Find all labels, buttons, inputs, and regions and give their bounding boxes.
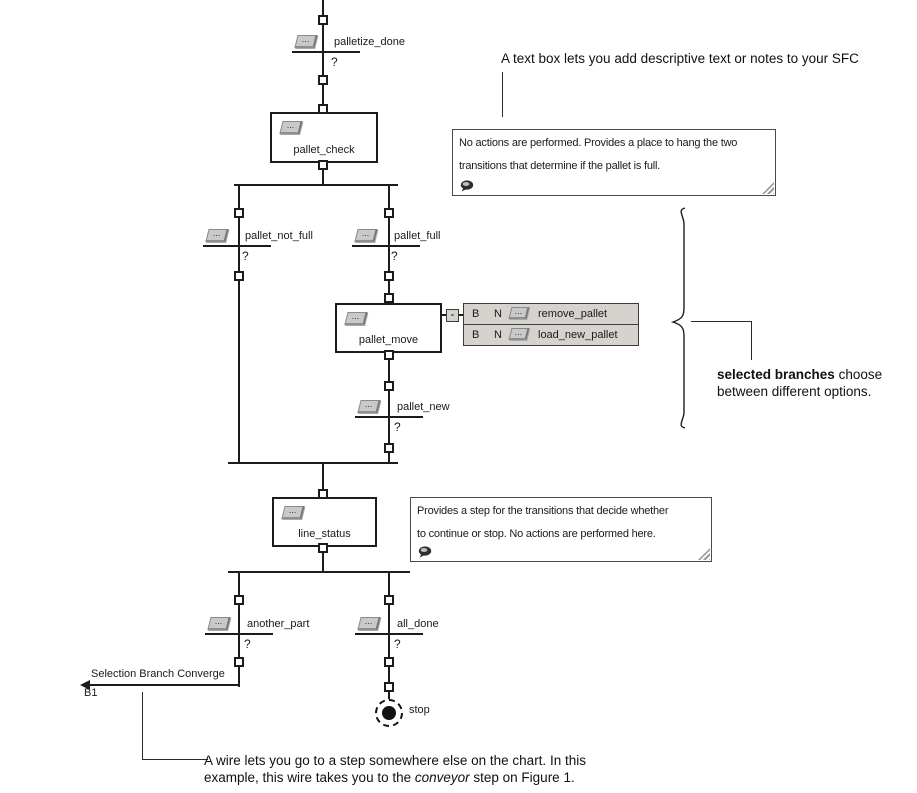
caption-text: between different options. bbox=[717, 383, 872, 399]
selection-handle[interactable] bbox=[318, 489, 328, 499]
transition-name[interactable]: another_part bbox=[247, 618, 310, 630]
wire-left-branch-1 bbox=[238, 184, 240, 464]
action-indicator[interactable]: N bbox=[494, 329, 502, 341]
action-qualifier[interactable]: B bbox=[472, 329, 480, 341]
action-name[interactable]: load_new_pallet bbox=[538, 329, 618, 341]
selection-handle[interactable] bbox=[384, 350, 394, 360]
transition-pallet-full[interactable] bbox=[352, 229, 482, 275]
selection-handle[interactable] bbox=[318, 75, 328, 85]
transition-condition: ? bbox=[331, 55, 338, 69]
transition-another-part[interactable] bbox=[205, 617, 335, 663]
transition-expression-button[interactable]: ... bbox=[357, 400, 380, 413]
selection-handle[interactable] bbox=[234, 271, 244, 281]
selection-handle[interactable] bbox=[318, 543, 328, 553]
transition-all-done[interactable] bbox=[355, 617, 485, 663]
caption-text: A wire lets you go to a step somewhere else on the chart. In this bbox=[204, 753, 586, 768]
action-row-remove-pallet[interactable] bbox=[464, 304, 638, 324]
branch-converge-line-1 bbox=[228, 462, 398, 464]
selection-handle[interactable] bbox=[234, 657, 244, 667]
transition-expression-button[interactable]: ... bbox=[357, 617, 380, 630]
stop-element[interactable] bbox=[375, 699, 403, 727]
caption-bold-text: selected branches bbox=[717, 367, 835, 382]
selection-handle[interactable] bbox=[384, 657, 394, 667]
step-pallet-check[interactable] bbox=[270, 112, 378, 163]
stop-icon bbox=[382, 706, 396, 720]
caption-text bbox=[204, 770, 586, 787]
step-properties-button[interactable]: ... bbox=[344, 312, 367, 325]
branch-diverge-line-1 bbox=[234, 184, 398, 186]
sfc-textbox-pallet[interactable] bbox=[452, 129, 776, 196]
step-name[interactable]: pallet_move bbox=[358, 334, 419, 346]
selection-handle[interactable] bbox=[384, 208, 394, 218]
step-pallet-move[interactable] bbox=[335, 303, 442, 353]
selection-handle[interactable] bbox=[384, 271, 394, 281]
textbox-resize-handle[interactable] bbox=[698, 548, 710, 560]
sfc-textbox-line-status[interactable] bbox=[410, 497, 712, 562]
caption-wire bbox=[204, 753, 586, 786]
transition-name[interactable]: palletize_done bbox=[334, 36, 405, 48]
transition-name[interactable]: pallet_new bbox=[397, 401, 450, 413]
transition-bar bbox=[355, 633, 423, 635]
text-bubble-icon bbox=[460, 180, 474, 192]
step-name[interactable]: pallet_check bbox=[293, 144, 355, 156]
textbox-text-line: to continue or stop. No actions are performed here. bbox=[417, 528, 656, 540]
wire-goto-converge bbox=[86, 684, 240, 686]
selection-handle[interactable] bbox=[384, 381, 394, 391]
transition-name[interactable]: pallet_full bbox=[394, 230, 441, 242]
selection-handle[interactable] bbox=[318, 104, 328, 114]
curly-brace-icon bbox=[665, 200, 705, 435]
caption-text: step on Figure 1. bbox=[469, 769, 575, 785]
transition-condition: ? bbox=[394, 637, 401, 651]
transition-name[interactable]: all_done bbox=[397, 618, 439, 630]
action-indicator[interactable]: N bbox=[494, 308, 502, 320]
selection-handle[interactable] bbox=[384, 682, 394, 692]
action-row-load-new-pallet[interactable] bbox=[464, 324, 638, 345]
transition-bar bbox=[205, 633, 273, 635]
step-line-status[interactable] bbox=[272, 497, 377, 547]
transition-expression-button[interactable]: ... bbox=[207, 617, 230, 630]
transition-expression-button[interactable]: ... bbox=[205, 229, 228, 242]
step-properties-button[interactable]: ... bbox=[281, 506, 304, 519]
selection-handle[interactable] bbox=[234, 208, 244, 218]
selection-handle[interactable] bbox=[318, 15, 328, 25]
caption-text: example, this wire takes you to the bbox=[204, 769, 415, 785]
action-expression-button[interactable]: ... bbox=[509, 328, 530, 340]
transition-name[interactable]: pallet_not_full bbox=[245, 230, 313, 242]
selection-handle[interactable] bbox=[384, 595, 394, 605]
caption-italic-text: conveyor bbox=[414, 769, 470, 785]
leader-line-textbox-caption bbox=[502, 72, 503, 117]
branch-converge-label: Selection Branch Converge bbox=[91, 668, 225, 680]
textbox-text-line: Provides a step for the transitions that decide whether bbox=[417, 505, 669, 517]
stop-label: stop bbox=[409, 704, 430, 716]
transition-bar bbox=[292, 51, 360, 53]
transition-expression-button[interactable]: ... bbox=[294, 35, 317, 48]
transition-pallet-new[interactable] bbox=[355, 400, 485, 446]
transition-expression-button[interactable]: ... bbox=[354, 229, 377, 242]
selection-handle[interactable] bbox=[234, 595, 244, 605]
branch-diverge-line-2 bbox=[228, 571, 410, 573]
transition-pallet-not-full[interactable] bbox=[203, 229, 333, 275]
textbox-text-line: No actions are performed. Provides a place to hang the two bbox=[459, 137, 738, 149]
text-bubble-icon bbox=[418, 546, 432, 558]
caption-selected-branches bbox=[717, 367, 902, 400]
transition-condition: ? bbox=[242, 249, 249, 263]
leader-line-brace-vertical bbox=[751, 321, 752, 360]
action-block bbox=[463, 303, 639, 346]
transition-palletize-done[interactable] bbox=[292, 35, 422, 81]
selection-handle[interactable] bbox=[384, 293, 394, 303]
transition-condition: ? bbox=[391, 249, 398, 263]
textbox-resize-handle[interactable] bbox=[762, 182, 774, 194]
transition-bar bbox=[355, 416, 423, 418]
step-name[interactable]: line_status bbox=[298, 528, 351, 540]
step-properties-button[interactable]: ... bbox=[279, 121, 302, 134]
selection-handle[interactable] bbox=[384, 443, 394, 453]
action-name[interactable]: remove_pallet bbox=[538, 308, 608, 320]
textbox-text-line: transitions that determine if the pallet is full. bbox=[459, 160, 661, 172]
transition-bar bbox=[203, 245, 271, 247]
transition-condition: ? bbox=[244, 637, 251, 651]
selection-handle[interactable] bbox=[318, 160, 328, 170]
action-qualifier[interactable]: B bbox=[472, 308, 480, 320]
leader-line-wire-vertical bbox=[142, 692, 143, 760]
caption-textbox: A text box lets you add descriptive text or notes to your SFC bbox=[501, 51, 859, 66]
action-expression-button[interactable]: ... bbox=[509, 307, 530, 319]
leader-line-wire-horizontal bbox=[142, 759, 208, 760]
branch-id-label: B1 bbox=[84, 687, 98, 699]
caption-text: choose bbox=[834, 367, 883, 382]
transition-bar bbox=[352, 245, 420, 247]
transition-condition: ? bbox=[394, 420, 401, 434]
action-collapse-toggle[interactable]: - bbox=[446, 309, 459, 322]
wire-arrowhead-icon bbox=[80, 680, 90, 690]
